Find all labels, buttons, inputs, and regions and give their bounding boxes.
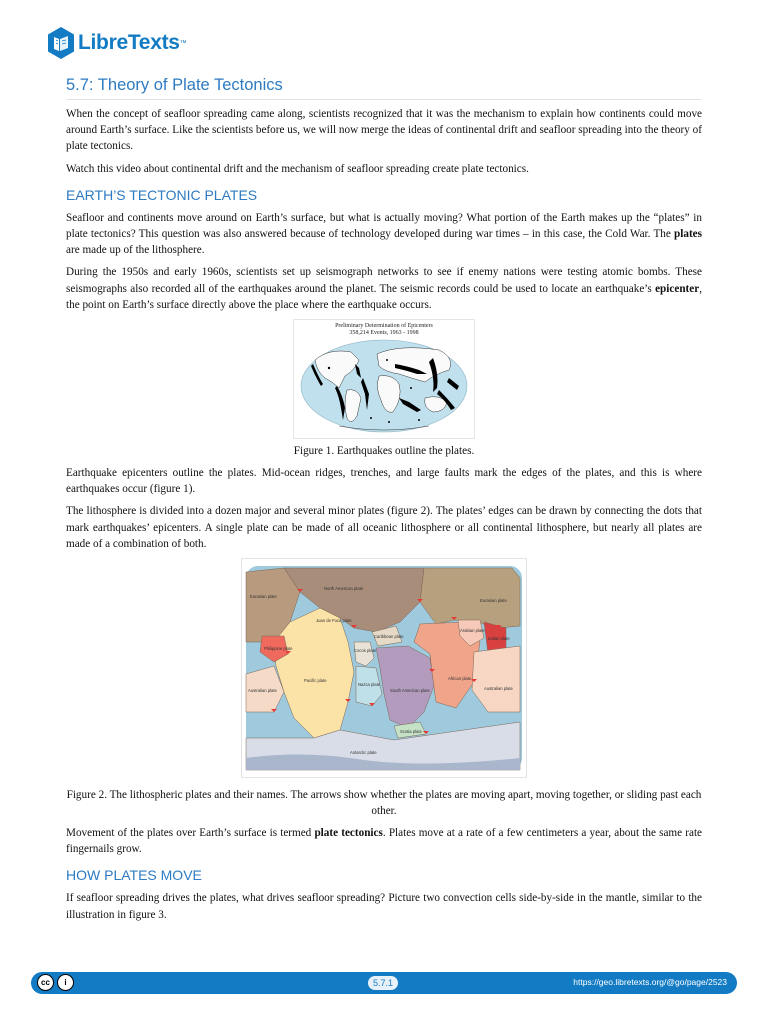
attribution-icon: i bbox=[57, 974, 74, 991]
libretexts-logo[interactable] bbox=[46, 26, 187, 60]
label-arabian: Arabian plate bbox=[460, 628, 485, 634]
plates-paragraph: Seafloor and continents move around on Earth’s surface, but what is actually moving? What portion of the Earth makes up the “plates” in plate tectonics? This question was also answered because of technology developed during war times – in this case, the Cold War. The plates are made up of the lithosphere. bbox=[66, 211, 702, 257]
label-australian-left: Australian plate bbox=[248, 688, 277, 694]
page-number: 5.7.1 bbox=[368, 976, 398, 990]
term-epicenter: epicenter bbox=[655, 282, 700, 295]
cc-icon: cc bbox=[37, 974, 54, 991]
figure-2 bbox=[66, 558, 702, 819]
epicenter-map-image bbox=[293, 319, 475, 439]
label-australian-right: Australian plate bbox=[484, 686, 513, 692]
label-cocos: Cocos plate bbox=[354, 648, 377, 654]
label-indian: Indian plate bbox=[488, 636, 510, 642]
label-philippine: Philippine plate bbox=[264, 646, 293, 652]
figure-1 bbox=[66, 319, 702, 459]
section-heading-tectonic-plates: EARTH’S TECTONIC PLATES bbox=[66, 186, 258, 203]
page-title: 5.7: Theory of Plate Tectonics bbox=[66, 76, 702, 100]
page-footer bbox=[31, 972, 737, 994]
libretexts-hexagon-icon bbox=[46, 26, 76, 60]
label-juan-de-fuca: Juan de Fuca plate bbox=[316, 618, 352, 624]
plate-map-image bbox=[241, 558, 527, 778]
epicenter-world-map bbox=[299, 338, 469, 434]
figure-2-caption: Figure 2. The lithospheric plates and their names. The arrows show whether the plates are moving apart, moving together, or sliding past each other. bbox=[66, 789, 702, 818]
label-north-american: North American plate bbox=[324, 586, 364, 592]
label-antarctic: Antarctic plate bbox=[350, 750, 377, 756]
label-african: African plate bbox=[448, 676, 472, 682]
section-heading-how-plates-move: HOW PLATES MOVE bbox=[66, 867, 202, 884]
epicenters-paragraph: Earthquake epicenters outline the plates. Mid-ocean ridges, trenches, and large faults mark the edges of the plates, and this is where earthquakes occur (figure 1). bbox=[66, 467, 702, 496]
article-content bbox=[66, 76, 702, 929]
label-south-american: South American plate bbox=[390, 688, 430, 694]
intro-paragraph-2: Watch this video about continental drift and the mechanism of seafloor spreading create plate tectonics. bbox=[66, 162, 529, 175]
plate-map bbox=[244, 562, 524, 774]
lithosphere-paragraph: The lithosphere is divided into a dozen major and several minor plates (figure 2). The plates’ edges can be drawn by connecting the dots that mark earthquakes’ epicenters. A single plate can be made of all oceanic lithosphere or all continental lithosphere, but nearly all plates are made of a combination of both. bbox=[66, 505, 702, 550]
label-eurasian-left: Eurasian plate bbox=[250, 594, 277, 600]
term-plates: plates bbox=[674, 228, 702, 241]
label-scotia: Scotia plate bbox=[400, 729, 422, 735]
label-nazca: Nazca plate bbox=[358, 682, 381, 688]
epicenter-map-title: Preliminary Determination of Epicenters 358,214 Events, 1963 - 1998 bbox=[335, 323, 433, 337]
logo-trademark: ™ bbox=[179, 39, 187, 47]
cc-license-badge[interactable] bbox=[37, 974, 77, 991]
label-eurasian-right: Eurasian plate bbox=[480, 598, 507, 604]
label-caribbean: Caribbean plate bbox=[374, 634, 404, 640]
term-plate-tectonics: plate tectonics bbox=[314, 827, 383, 840]
seismograph-paragraph: During the 1950s and early 1960s, scientists set up seismograph networks to see if enemy nations were testing atomic bombs. These seismographs also recorded all of the earthquakes around the planet. The seismic records could be used to locate an earthquake’s epicenter, the point on Earth’s surface directly above the place where the earthquake occurs. bbox=[66, 266, 702, 311]
page-url-link[interactable]: https://geo.libretexts.org/@go/page/2523 bbox=[573, 977, 727, 987]
logo-text: LibreTexts bbox=[78, 31, 180, 54]
label-pacific: Pacific plate bbox=[304, 678, 327, 684]
plate-tectonics-paragraph: Movement of the plates over Earth’s surface is termed plate tectonics. Plates move at a rate of a few centimeters a year, about the same rate fingernails grow. bbox=[66, 827, 703, 856]
intro-paragraph-1: When the concept of seafloor spreading came along, scientists recognized that it was the mechanism to explain how continents could move around Earth’s surface. Like the scientists before us, we will now merge the ideas of continental drift and seafloor spreading into the theory of plate tectonics. bbox=[66, 108, 702, 153]
convection-paragraph: If seafloor spreading drives the plates, what drives seafloor spreading? Picture two convection cells side-by-side in the mantle, similar to the illustration in figure 3. bbox=[66, 892, 702, 921]
figure-1-caption: Figure 1. Earthquakes outline the plates. bbox=[293, 445, 475, 458]
